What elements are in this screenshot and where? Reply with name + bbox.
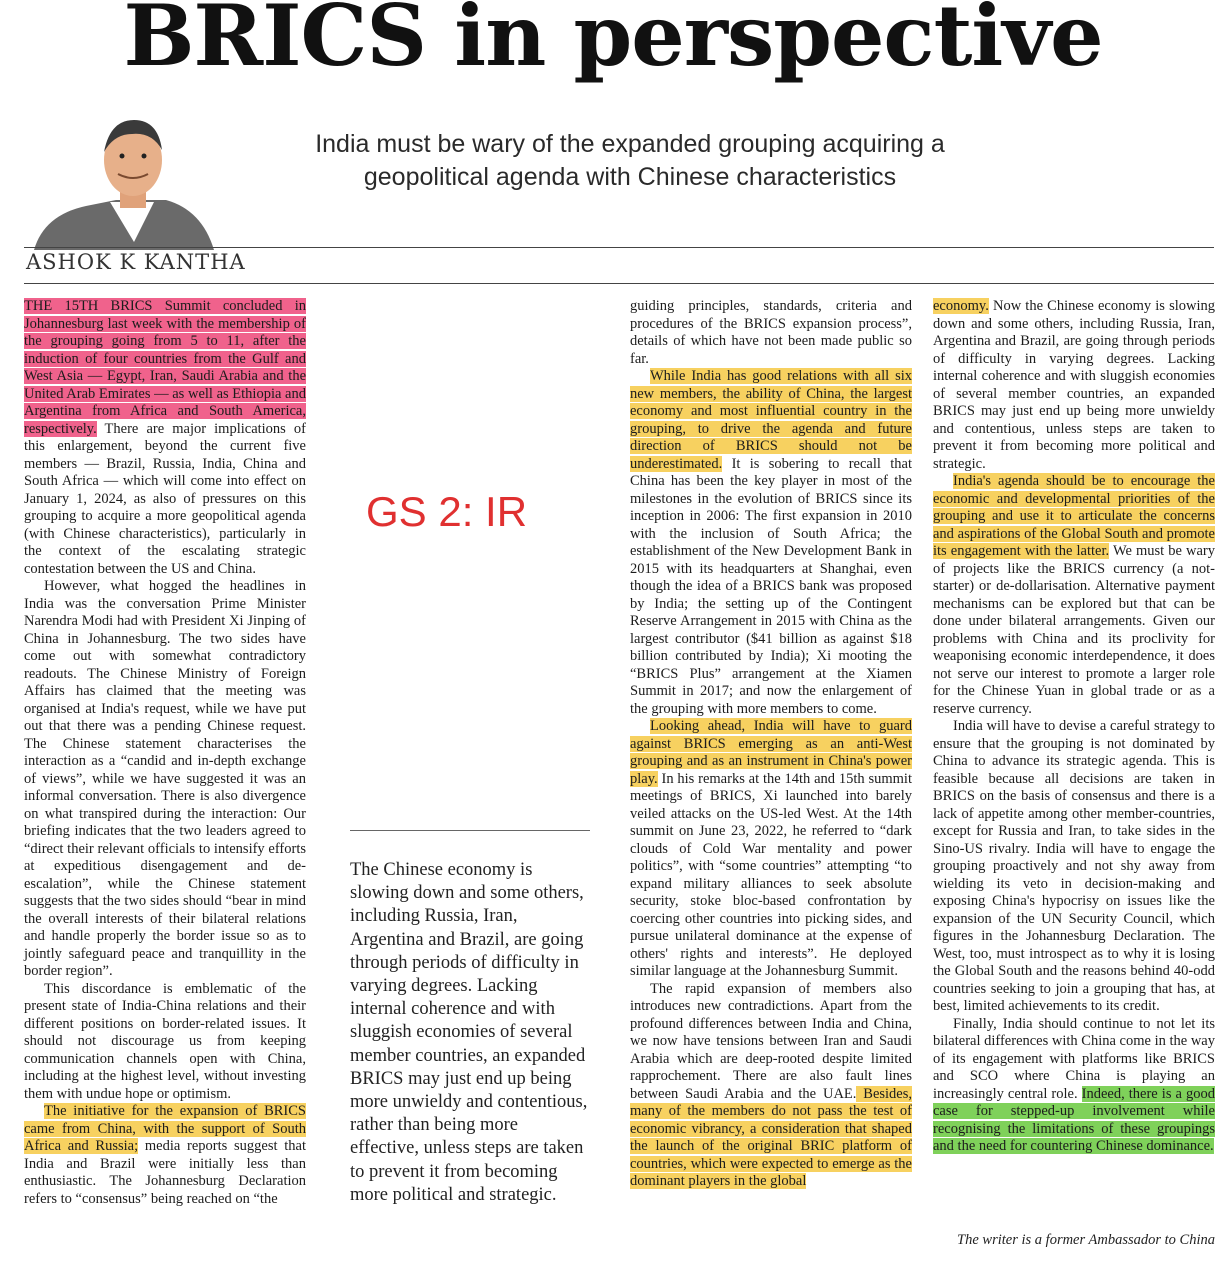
highlight-pink: THE 15TH BRICS Summit concluded in Johannesburg last week with the membership of the grouping going from 5 to 11, after the induction of four countries from the Gulf and West Asia — Egypt, Iran, Saudi Arabia and the United Arab Emirates — as well as Ethiopia and Argentina from Africa and South America, respectively.: [24, 298, 306, 437]
body-text: media reports suggest that India and Brazil were initially less than enthusiastic. The Johannesburg Declaration refers to “consensus” being reached on “the: [24, 1138, 307, 1207]
article-standfirst: India must be wary of the expanded grouping acquiring a geopolitical agenda with Chinese characteristics: [315, 130, 945, 191]
highlight-yellow: The initiative for the expansion of BRICS came from China, with the support of South Africa and Russia;: [24, 1103, 306, 1154]
paragraph: This discordance is emblematic of the present state of India-China relations and their different positions on border-related issues. It should not discourage us from keeping communication channels open with China, including at the highest level, without investing them with undue hope or optimism.: [24, 980, 306, 1102]
paragraph: [24, 1103, 306, 1208]
rule-bottom: [24, 283, 1214, 284]
paragraph: [933, 1016, 1215, 1156]
paragraph: [630, 981, 912, 1191]
author-name: ASHOK K KANTHA: [26, 250, 246, 274]
paragraph: [630, 368, 912, 718]
highlight-yellow: India's agenda should be to encourage the economic and developmental priorities of the grouping and use it to articulate the concerns and aspirations of the Global South and promote its engagement with the latter.: [933, 473, 1215, 559]
highlight-yellow: Besides, many of the members do not pass the test of economic vibrancy, a consideration that shaped the launch of the original BRIC platform of countries, which were expected to emerge as the dominant players in the global: [630, 1085, 913, 1189]
body-text: There are major implications of this enlargement, beyond the current five members — Brazil, Russia, India, China and South Africa — which will come into effect on January 1, 2024, as also of pressures on this grouping to acquire a more geopolitical agenda (with Chinese characteristics), particularly in the context of the escalating strategic contestation between the US and China.: [24, 420, 306, 577]
rule-top: [24, 247, 1214, 248]
highlight-yellow: economy.: [933, 298, 989, 314]
body-text: In his remarks at the 14th and 15th summit meetings of BRICS, Xi launched into barely veiled attacks on the US-led West. At the 14th summit on June 23, 2022, he referred to “dark clouds of Cold War mentality and power politics”, with “some countries” attempting “to expand military alliances to seek absolute security, stoke bloc-based confrontation by coercing other countries into picking sides, and pursue unilateral dominance at the expense of others' rights and interests”. He deployed similar language at the Johannesburg Summit.: [630, 770, 912, 979]
body-text: We must be wary of projects like the BRICS currency (a not-starter) or de-dollarisation. Alternative payment mechanisms can be explored but that can be done under bilateral arrangements. Given our problems with China and its proclivity for weaponising economic interdependence, it does not serve our interest to promote a larger role for the Chinese Yuan in global trade or as a reserve currency.: [933, 543, 1215, 717]
body-text: The rapid expansion of members also introduces new contradictions. Apart from the profound differences between India and China, we now have tensions between Iran and Saudi Arabia which are deep-rooted despite limited rapprochement. There are also fault lines between Saudi Arabia and the UAE.: [630, 980, 912, 1102]
paragraph: [24, 298, 306, 578]
paragraph: [630, 718, 912, 981]
writer-note: The writer is a former Ambassador to China: [957, 1232, 1215, 1248]
pull-quote: The Chinese economy is slowing down and some others, including Russia, Iran, Argentina and Brazil, are going through periods of difficulty in varying degrees. Lacking internal coherence and with sluggish economies of several member countries, an expanded BRICS may just end up being more unwieldy and contentious, rather than being more effective, unless steps are taken to prevent it from becoming more political and strategic.: [350, 830, 590, 1207]
paragraph: India will have to devise a careful strategy to ensure that the grouping is not dominated by China to advance its strategic agenda. This is feasible because all decisions are taken in BRICS on the basis of consensus and there is a lack of appetite among other member-countries, except for Russia and Iran, to take sides in the Sino-US rivalry. India will have to engage the grouping proactively and not shy away from wielding its veto in decision-making and exposing China's hypocrisy on issues like the expansion of the UN Security Council, which figures in the Johannesburg Declaration. The West, too, must introspect as to why it is losing the Global South and the reasons behind 40-odd countries seeking to join a grouping that has, at best, limited achievements to its credit.: [933, 718, 1215, 1014]
highlight-yellow: Looking ahead, India will have to guard against BRICS emerging as an anti-West grouping and as an instrument in China's power play.: [630, 718, 912, 787]
article-column-3: [630, 298, 912, 1191]
paragraph: guiding principles, standards, criteria and procedures of the BRICS expansion process”, details of which have not been made public so far.: [630, 298, 912, 367]
paragraph: [933, 473, 1215, 718]
highlight-green: Indeed, there is a good case for stepped-up involvement while recognising the limitations of these groupings and the need for countering Chinese dominance.: [933, 1085, 1215, 1154]
highlight-yellow: While India has good relations with all six new members, the ability of China, the largest economy and most influential country in the grouping, to drive the agenda and future direction of BRICS should not be underestimated.: [630, 368, 912, 472]
article-column-4: [933, 298, 1215, 1156]
body-text: It is sobering to recall that China has been the key player in most of the milestones in the evolution of BRICS since its inception in 2006: The first expansion in 2010 with the inclusion of South Africa; the establishment of the New Development Bank in 2015 with its headquarters at Shanghai, even though the idea of a BRICS bank was proposed by India; the setting up of the Contingent Reserve Arrangement in 2015 with China as the largest contributor ($41 billion as against $18 billion contributed by India); Xi mooting the “BRICS Plus” arrangement at the Xiamen Summit in 2017; and now the enlargement of the grouping with more members to come.: [630, 455, 912, 717]
author-portrait: [24, 110, 224, 250]
paragraph: [933, 298, 1215, 473]
body-text: Now the Chinese economy is slowing down and some others, including Russia, Iran, Argentina and Brazil, are going through periods of difficulty in varying degrees. Lacking internal coherence and with sluggish economies of several member countries, an expanded BRICS may just end up being more unwieldy and contentious, unless steps are taken to prevent it from becoming more political and strategic.: [933, 298, 1215, 472]
article-headline: BRICS in perspective: [123, 0, 1103, 85]
article-column-1: [24, 298, 306, 1208]
gs-paper-tag: GS 2: IR: [366, 488, 528, 535]
paragraph: However, what hogged the headlines in India was the conversation Prime Minister Narendra Modi had with President Xi Jinping of China in Johannesburg. The two sides have come out with somewhat contradictory readouts. The Chinese Ministry of Foreign Affairs has claimed that the meeting was organised at India's request, while we have put out that there was a pending Chinese request. The Chinese statement characterises the interaction as a “candid and in-depth exchange of views”, while we have suggested it was an informal conversation. There is also divergence on what transpired during the interaction: Our briefing indicates that the two leaders agreed to “direct their relevant officials to intensify efforts at expeditious disengagement and de-escalation”, while the Chinese statement suggests that the two sides should “bear in mind the overall interests of their bilateral relations and handle properly the border issue so as to jointly safeguard peace and tranquillity in the border region”.: [24, 578, 306, 979]
body-text: Finally, India should continue to not let its bilateral differences with China come in the way of its engagement with platforms like BRICS and SCO where China is playing an increasingly central role.: [933, 1015, 1215, 1102]
